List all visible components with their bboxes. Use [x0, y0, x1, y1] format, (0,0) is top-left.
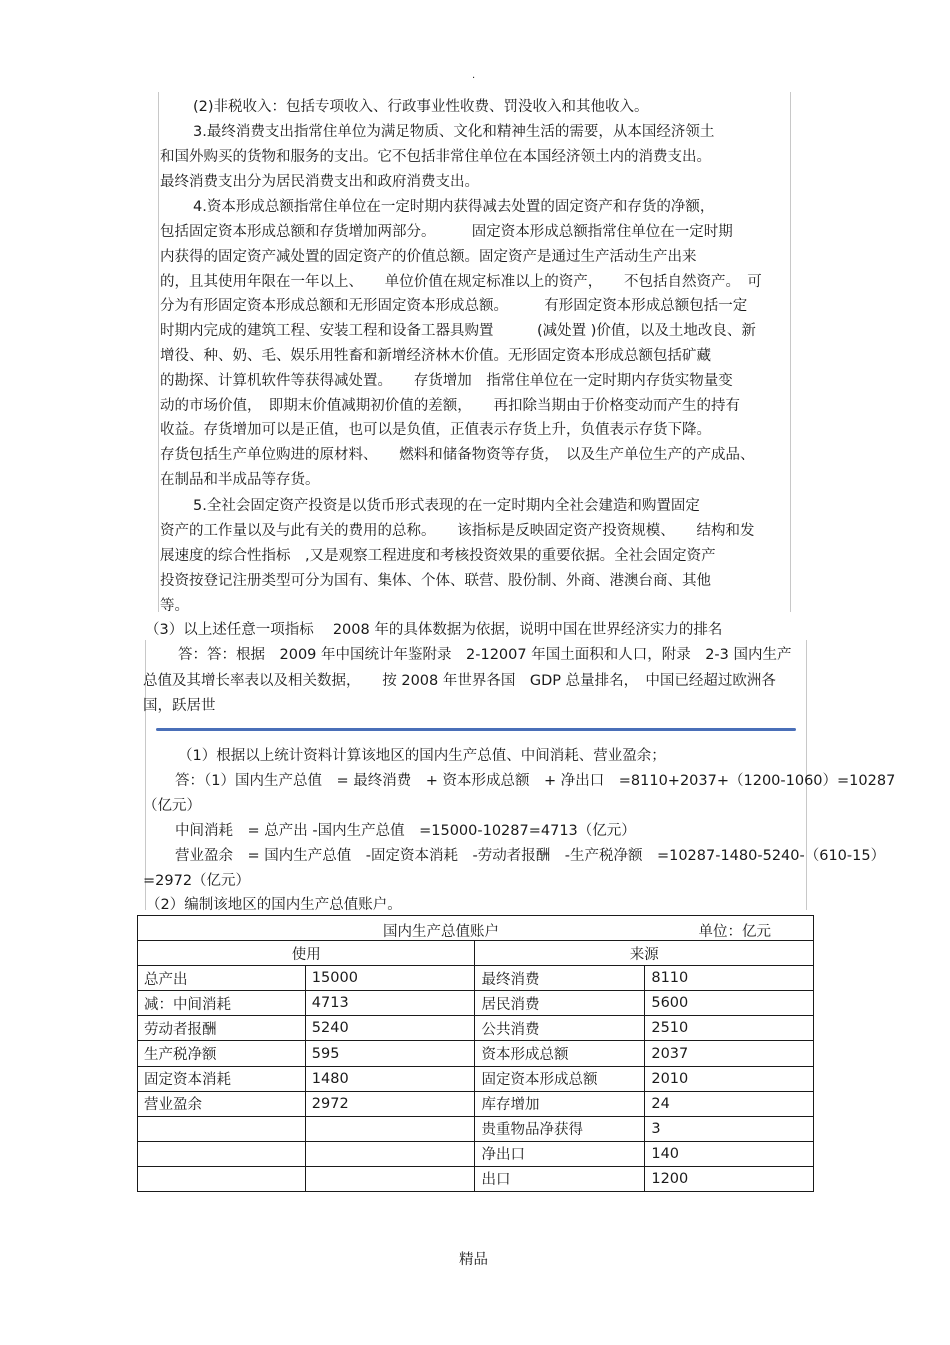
text-line: 的勘探、计算机软件等获得减处置。 存货增加 指常住单位在一定时期内存货实物量变 [160, 373, 733, 389]
calc-line: 答：（1）国内生产总值 = 最终消费 + 资本形成总额 + 净出口 =8110+2037+（1200-1060）=10287 [175, 773, 896, 789]
table-row [138, 991, 814, 1016]
text-line: 投资按登记注册类型可分为国有、集体、个体、联营、股份制、外商、港澳台商、其他 [160, 573, 711, 589]
use-value: 2972 [305, 1091, 475, 1116]
use-item [138, 1116, 306, 1141]
text-line: 3.最终消费支出指常住单位为满足物质、文化和精神生活的需要，从本国经济领土 [193, 124, 715, 140]
source-item: 公共消费 [475, 1016, 645, 1041]
calc-line: =2972（亿元） [143, 873, 251, 889]
use-item: 总产出 [138, 966, 306, 991]
source-value: 5600 [645, 991, 814, 1016]
table-row [138, 1091, 814, 1116]
table-row [138, 1166, 814, 1191]
table-row [138, 1066, 814, 1091]
use-value: 15000 [305, 966, 475, 991]
use-item: 生产税净额 [138, 1041, 306, 1066]
page-footer: 精品 [459, 1252, 488, 1268]
source-value: 2037 [645, 1041, 814, 1066]
source-value: 3 [645, 1116, 814, 1141]
table-title-cell [138, 916, 814, 941]
text-line: 收益。存货增加可以是正值，也可以是负值，正值表示存货上升，负值表示存货下降。 [160, 422, 711, 438]
use-item: 固定资本消耗 [138, 1066, 306, 1091]
gdp-account-table [137, 915, 814, 1192]
section-divider [156, 728, 796, 731]
source-value: 140 [645, 1141, 814, 1166]
text-line: 内获得的固定资产减处置的固定资产的价值总额。固定资产是通过生产活动生产出来 [160, 249, 697, 265]
use-item: 营业盈余 [138, 1091, 306, 1116]
use-value [305, 1166, 475, 1191]
calc-line: 营业盈余 = 国内生产总值 -固定资本消耗 -劳动者报酬 -生产税净额 =10287-1480-5240-（610-15） [175, 848, 886, 864]
source-value: 1200 [645, 1166, 814, 1191]
source-item: 库存增加 [475, 1091, 645, 1116]
table-row [138, 1141, 814, 1166]
use-value: 4713 [305, 991, 475, 1016]
table-title-row [138, 916, 814, 941]
use-item: 劳动者报酬 [138, 1016, 306, 1041]
calc-line: （1）根据以上统计资料计算该地区的国内生产总值、中间消耗、营业盈余； [178, 748, 666, 764]
right-margin-line [790, 92, 791, 612]
table-title: 国内生产总值账户 [383, 924, 499, 940]
text-line: 5.全社会固定资产投资是以货币形式表现的在一定时期内全社会建造和购置固定 [193, 498, 700, 514]
answer-line: 总值及其增长率表以及相关数据， 按 2008 年世界各国 GDP 总量排名， 中国已经超过欧洲各 [143, 673, 776, 689]
text-line: 最终消费支出分为居民消费支出和政府消费支出。 [160, 174, 479, 190]
text-line: 等。 [160, 598, 189, 614]
source-value: 24 [645, 1091, 814, 1116]
source-header: 来源 [475, 941, 814, 966]
text-line: 时期内完成的建筑工程、安装工程和设备工器具购置 (减处置 )价值，以及土地改良、新 [160, 323, 756, 339]
use-value: 595 [305, 1041, 475, 1066]
question-3: （3）以上述任意一项指标 2008 年的具体数据为依据，说明中国在世界经济实力的排名 [145, 622, 723, 638]
use-value: 1480 [305, 1066, 475, 1091]
use-header: 使用 [138, 941, 475, 966]
use-item [138, 1166, 306, 1191]
source-item: 净出口 [475, 1141, 645, 1166]
use-value [305, 1116, 475, 1141]
table-row [138, 1041, 814, 1066]
text-line: 展速度的综合性指标 ,又是观察工程进度和考核投资效果的重要依据。全社会固定资产 [160, 548, 716, 564]
text-line: 存货包括生产单位购进的原材料、 燃料和储备物资等存货， 以及生产单位生产的产成品、 [160, 447, 755, 463]
answer-line: 国，跃居世 [143, 698, 216, 714]
text-line: 和国外购买的货物和服务的支出。它不包括非常住单位在本国经济领土内的消费支出。 [160, 149, 711, 165]
table-row [138, 966, 814, 991]
text-line: (2)非税收入：包括专项收入、行政事业性收费、罚没收入和其他收入。 [193, 99, 649, 115]
text-line: 增役、种、奶、毛、娱乐用牲畜和新增经济林木价值。无形固定资本形成总额包括矿藏 [160, 348, 711, 364]
source-item: 居民消费 [475, 991, 645, 1016]
text-line: 的，且其使用年限在一年以上、 单位价值在规定标准以上的资产， 不包括自然资产。 可 [160, 274, 762, 290]
use-item: 减：中间消耗 [138, 991, 306, 1016]
use-value: 5240 [305, 1016, 475, 1041]
calc-line: （2）编制该地区的国内生产总值账户。 [146, 897, 402, 913]
answer-line: 答：答：根据 2009 年中国统计年鉴附录 2-12007 年国土面积和人口，附录 2-3 国内生产 [178, 647, 792, 663]
source-item: 出口 [475, 1166, 645, 1191]
source-item: 贵重物品净获得 [475, 1116, 645, 1141]
source-value: 2010 [645, 1066, 814, 1091]
use-item [138, 1141, 306, 1166]
text-line: 资产的工作量以及与此有关的费用的总称。 该指标是反映固定资产投资规模、 结构和发 [160, 523, 755, 539]
text-line: 包括固定资本形成总额和存货增加两部分。 固定资本形成总额指常住单位在一定时期 [160, 224, 733, 240]
use-value [305, 1141, 475, 1166]
calc-line: 中间消耗 = 总产出 -国内生产总值 =15000-10287=4713（亿元） [175, 823, 636, 839]
text-line: 4.资本形成总额指常住单位在一定时期内获得减去处置的固定资产和存货的净额， [193, 199, 715, 215]
header-mark: . [472, 70, 476, 81]
source-value: 8110 [645, 966, 814, 991]
table-row [138, 1016, 814, 1041]
left-margin-line [158, 92, 159, 612]
table-unit: 单位：亿元 [698, 924, 771, 940]
text-line: 动的市场价值， 即期末价值减期初价值的差额， 再扣除当期由于价格变动而产生的持有 [160, 398, 740, 414]
source-item: 固定资本形成总额 [475, 1066, 645, 1091]
calc-line: （亿元） [143, 798, 201, 814]
table-header-row [138, 941, 814, 966]
source-item: 最终消费 [475, 966, 645, 991]
source-value: 2510 [645, 1016, 814, 1041]
table-row [138, 1116, 814, 1141]
text-line: 在制品和半成品等存货。 [160, 472, 320, 488]
source-item: 资本形成总额 [475, 1041, 645, 1066]
text-line: 分为有形固定资本形成总额和无形固定资本形成总额。 有形固定资本形成总额包括一定 [160, 298, 748, 314]
